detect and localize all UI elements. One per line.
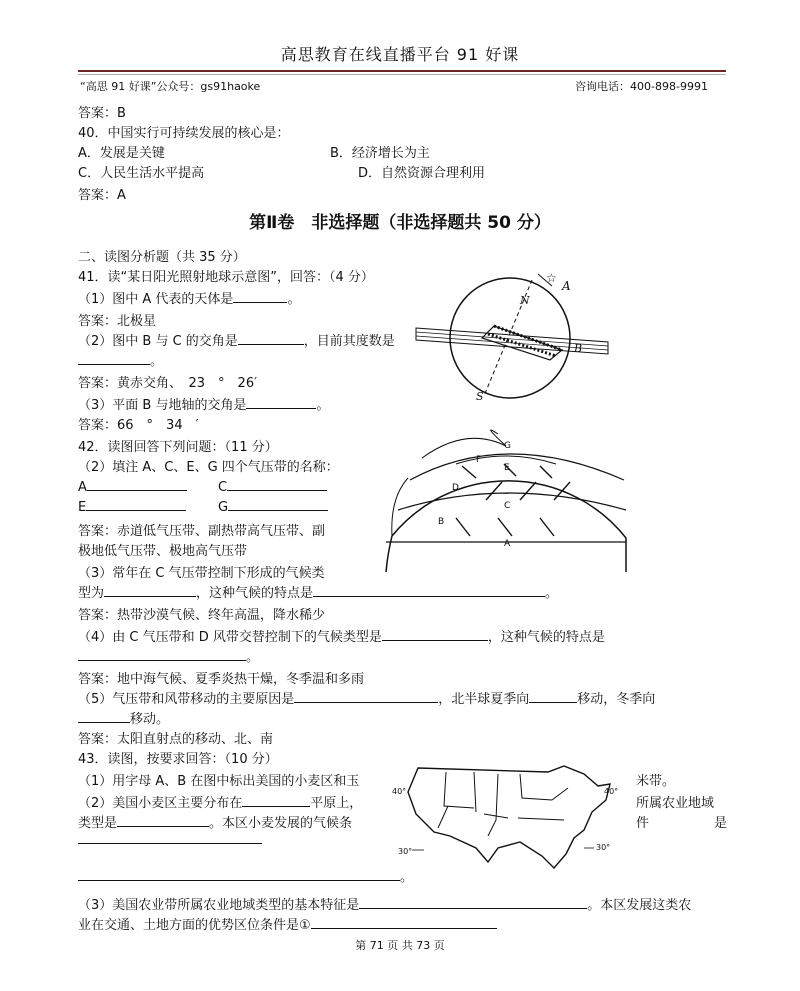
- q42-answer5: 答案：太阳直射点的移动、北、南: [78, 732, 274, 747]
- belt-c: C: [504, 501, 511, 511]
- lat-40-right: 40°: [604, 787, 619, 796]
- q42-part2: （2）填注 A、C、E、G 四个气压带的名称：: [78, 460, 339, 475]
- q41-part3: [78, 394, 329, 413]
- section-subtitle: 二、读图分析题（共 35 分）: [78, 250, 246, 265]
- q41-part2-text: （2）图中 B 与 C 的交角是: [78, 334, 238, 349]
- q42-stem: 42．读图回答下列问题：（11 分）: [78, 440, 278, 455]
- label-a: A: [562, 279, 571, 293]
- q43-part3-text: （3）美国农业带所属农业地域类型的基本特征是: [78, 898, 360, 913]
- svg-text:☆: ☆: [546, 272, 557, 285]
- q42-answer4: 答案：地中海气候、夏季炎热干燥，冬季温和多雨: [78, 672, 365, 687]
- q42-part4-cont: [78, 646, 259, 665]
- q42-part4: [78, 626, 605, 645]
- q41-answer3: 答案：66 ° 34 ′: [78, 418, 199, 433]
- q42-part3-line1: （3）常年在 C 气压带控制下形成的气候类: [78, 566, 325, 581]
- q43-part2-text: （2）美国小麦区主要分布在: [78, 796, 243, 811]
- q42-part5-cont: [78, 708, 169, 727]
- q43-stem: 43．读图，按要求回答：（10 分）: [78, 752, 278, 767]
- q42-part5-mid2: 移动，冬季向: [577, 692, 656, 707]
- q41-part2: [78, 330, 395, 349]
- lat-30-left: 30°: [398, 847, 413, 856]
- q43-part1: （1）用字母 A、B 在图中标出美国的小麦区和玉: [78, 774, 360, 789]
- q41-part1-text: （1）图中 A 代表的天体是: [78, 292, 234, 307]
- answer-blank: [294, 690, 438, 703]
- section-title: 第Ⅱ卷 非选择题（非选择题共 50 分）: [249, 213, 551, 233]
- page-number: 第 71 页 共 73 页: [355, 939, 445, 952]
- q41-part2-end: 。: [150, 354, 164, 369]
- q42-part3-text: 型为: [78, 586, 105, 601]
- q43-part2-line2: [78, 812, 352, 831]
- header-rule: [78, 70, 726, 72]
- answer-blank: [78, 868, 400, 881]
- lat-30-right: 30°: [596, 843, 611, 852]
- label-n: N: [520, 294, 530, 307]
- answer-blank: [117, 814, 209, 827]
- q42-fill-g: [218, 498, 328, 515]
- q43-part2-end: 。: [400, 870, 414, 885]
- q41-part3-text: （3）平面 B 与地轴的交角是: [78, 398, 247, 413]
- q42-part5-mid: ，北半球夏季向: [438, 692, 530, 707]
- q42-fill-c: [218, 478, 327, 495]
- q43-part1-end: 米带。: [636, 774, 676, 789]
- answer-blank: [104, 584, 196, 597]
- q43-part3-b: 。本区发展这类农: [587, 898, 692, 913]
- q41-part1-end: 。: [287, 292, 301, 307]
- q43-part2-f: 件: [636, 816, 650, 831]
- q42-answer3: 答案：热带沙漠气候、终年高温，降水稀少: [78, 608, 326, 623]
- q42-part3-end: 。: [545, 586, 559, 601]
- q40-option-a: A．发展是关键: [78, 146, 165, 161]
- us-map-diagram: [388, 758, 624, 876]
- q41-stem: 41．读“某日阳光照射地球示意图”，回答：（4 分）: [78, 270, 374, 285]
- q41-part1: [78, 288, 300, 307]
- answer-blank: [382, 628, 488, 641]
- q42-part5: [78, 688, 655, 707]
- q41-answer1: 答案：北极星: [78, 314, 157, 329]
- answer-blank: [78, 648, 246, 661]
- belt-b: B: [438, 517, 445, 527]
- answer-blank: [78, 352, 150, 365]
- answer-blank: [228, 498, 328, 511]
- q39-answer: 答案：B: [78, 106, 126, 121]
- answer-blank: [529, 690, 577, 703]
- q42-part4-text: （4）由 C 气压带和 D 风带交替控制下的气候类型是: [78, 630, 382, 645]
- q41-part2-cont: [78, 350, 163, 369]
- belt-g: G: [504, 441, 511, 451]
- q42-answer2-line1: 答案：赤道低气压带、副热带高气压带、副: [78, 524, 326, 539]
- label-s: S: [476, 390, 484, 403]
- fill-label-e: E: [78, 500, 87, 515]
- belt-d: D: [452, 483, 459, 493]
- q42-fill-e: [78, 498, 186, 515]
- answer-blank: [313, 584, 545, 597]
- q41-answer2: 答案：黄赤交角、 23 ° 26′: [78, 376, 258, 391]
- pressure-belt-diagram: [356, 418, 636, 578]
- q43-part2-e: 。本区小麦发展的气候条: [209, 816, 353, 831]
- label-b: B: [574, 342, 583, 355]
- header-phone: 咨询电话：400-898-9991: [575, 80, 708, 93]
- q41-part2-mid: ，目前其度数是: [303, 334, 395, 349]
- answer-blank: [86, 498, 186, 511]
- q42-part4-end: 。: [246, 650, 260, 665]
- answer-blank: [233, 290, 287, 303]
- header-rule-thin: [78, 74, 726, 75]
- answer-blank: [246, 396, 316, 409]
- q40-option-b: B．经济增长为主: [330, 146, 430, 161]
- answer-blank: [78, 710, 130, 723]
- header-wechat: “高思 91 好课”公众号：gs91haoke: [80, 80, 261, 93]
- q40-option-d: D．自然资源合理利用: [358, 166, 486, 181]
- answer-blank: [238, 332, 304, 345]
- fill-label-c: C: [218, 480, 228, 495]
- q40-answer: 答案：A: [78, 188, 126, 203]
- q42-answer2-line2: 极地低气压带、极地高气压带: [78, 544, 248, 559]
- q43-part2-right: 所属农业地域: [636, 796, 715, 811]
- q40-stem: 40．中国实行可持续发展的核心是：: [78, 126, 290, 141]
- answer-blank: [311, 916, 497, 929]
- earth-illumination-diagram: [412, 272, 610, 406]
- lat-40-left: 40°: [392, 787, 407, 796]
- q43-part2-b: 平原上，: [310, 796, 363, 811]
- q43-part2-g: 是: [714, 816, 728, 831]
- q43-part3: [78, 894, 691, 913]
- q43-part2: [78, 792, 362, 811]
- q42-part5-end: 移动。: [130, 712, 170, 727]
- q43-part2-cont: [78, 866, 413, 885]
- answer-blank: [227, 478, 327, 491]
- q43-part3-c: 业在交通、土地方面的优势区位条件是①: [78, 918, 311, 933]
- q41-part3-end: 。: [316, 398, 330, 413]
- answer-blank: [87, 478, 187, 491]
- page-header-title: 高思教育在线直播平台 91 好课: [280, 45, 520, 64]
- answer-blank: [359, 896, 587, 909]
- fill-label-g: G: [218, 500, 229, 515]
- belt-e: E: [504, 463, 510, 473]
- belt-f: F: [476, 455, 482, 465]
- answer-blank: [78, 842, 262, 844]
- q43-part2-d: 类型是: [78, 816, 118, 831]
- fill-label-a: A: [78, 480, 87, 495]
- q42-part3-line2: [78, 582, 558, 601]
- q42-part4-mid: ，这种气候的特点是: [487, 630, 605, 645]
- q42-part5-text: （5）气压带和风带移动的主要原因是: [78, 692, 295, 707]
- q43-part3-line2: [78, 914, 497, 933]
- belt-a: A: [504, 539, 511, 549]
- q42-part3-mid: ，这种气候的特点是: [196, 586, 314, 601]
- answer-blank: [242, 794, 310, 807]
- q40-option-c: C．人民生活水平提高: [78, 166, 205, 181]
- q42-fill-a: [78, 478, 187, 495]
